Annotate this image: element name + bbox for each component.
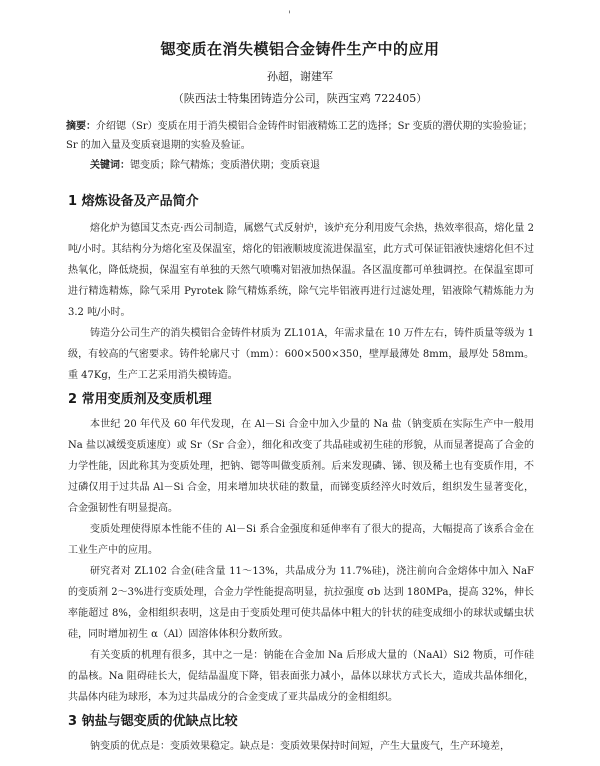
section-heading-2: 2 常用变质剂及变质机理	[68, 392, 212, 407]
affiliation: （陕西法士特集团铸造分公司，陕西宝鸡 722405）	[172, 92, 428, 105]
section-2-paragraph-4: 有关变质的机理有很多，其中之一是：钠能在合金加 Na 后形成大量的（NaAl）Si2 物质，可作硅的晶核。Na 阻碍硅长大，促结晶温度下降，铝表面张力减小，晶体以球状方式长大，造成共晶体细化，共晶体内硅为球形，本为过共晶成分的合金变成了亚共晶成分的金相组织。	[68, 650, 534, 703]
keywords	[90, 158, 540, 174]
abstract-text: 介绍锶（Sr）变质在用于消失模铝合金铸件时铝液精炼工艺的选择；Sr 变质的潜伏期的实验验证；Sr 的加入量及变质衰退期的实验及验证。	[66, 121, 533, 151]
paper-title: 锶变质在消失模铝合金铸件生产中的应用	[160, 40, 440, 58]
keywords-text: 锶变质；除气精炼；变质潜伏期；变质衰退	[130, 160, 320, 171]
section-1-paragraph-1: 熔化炉为德国艾杰克·西公司制造，属燃气式反射炉，该炉充分利用废气余热，热效率很高，熔化量 2 吨/小时。其结构分为熔化室及保温室，熔化的铝液顺坡度流进保温室，此方式可保证铝液快速熔化但不过热氧化，降低烧损，保温室有单独的天然气喷嘴对铝液加热保温。各区温度都可单独调控。在保温室即可进行精选精炼，除气采用 Pyrotek 除气精炼系统，除气完毕铝液再进行过滤处理，铝液除气精炼能力为 3.2 吨/小时。	[68, 223, 534, 318]
section-heading-1: 1 熔炼设备及产品简介	[68, 194, 199, 209]
keywords-label: 关键词：	[90, 160, 130, 171]
header-mark: '	[288, 10, 291, 21]
abstract	[66, 117, 536, 155]
section-2-paragraph-1: 本世纪 20 年代及 60 年代发现，在 Al－Si 合金中加入少量的 Na 盐（钠变质在实际生产中一般用 Na 盐以减缓变质速度）或 Sr（Sr 合金），细化和改变了共晶硅或初生硅的形貌，从而显著提高了合金的力学性能，因此称其为变质处理，把钠、锶等叫做变质剂。后来发现磷、锑、钡及稀土也有变质作用，不过磷仅用于过共晶 Al－Si 合金，用来增加块状硅的数量，而锑变质经淬火时效后，组织发生显著变化，合金强韧性有明显提高。	[68, 419, 534, 514]
section-2-paragraph-3: 研究者对 ZL102 合金(硅含量 11～13%，共晶成分为 11.7%硅)，浇注前向合金熔体中加入 NaF 的变质剂 2～3%进行变质处理，合金力学性能提高明显，抗拉强度 σb 达到 180MPa，提高 32%，伸长率能超过 8%，金相组织表明，这是由于变质处理可使共晶体中粗大的针状的硅变成细小的球状或蠕虫状硅，同时增加初生 α（Al）固溶体体积分数所致。	[68, 566, 534, 640]
section-1-paragraph-2: 铸造分公司生产的消失模铝合金铸件材质为 ZL101A，年需求量在 10 万件左右，铸件质量等级为 1 级，有较高的气密要求。铸件轮廓尺寸（mm）：600×500×350，壁厚最薄处 8mm，最厚处 58mm。重 47Kg，生产工艺采用消失模铸造。	[68, 328, 534, 381]
abstract-label: 摘要：	[66, 121, 96, 132]
authors: 孙超，谢建军	[267, 70, 333, 83]
section-3-paragraph-1: 钠变质的优点是：变质效果稳定。缺点是：变质效果保持时间短，产生大量废气，生产环境差，	[90, 741, 510, 752]
section-2-paragraph-2: 变质处理使得原本性能不佳的 Al－Si 系合金强度和延伸率有了很大的提高，大幅提高了该系合金在工业生产中的应用。	[68, 524, 534, 556]
section-heading-3: 3 钠盐与锶变质的优缺点比较	[68, 714, 238, 729]
